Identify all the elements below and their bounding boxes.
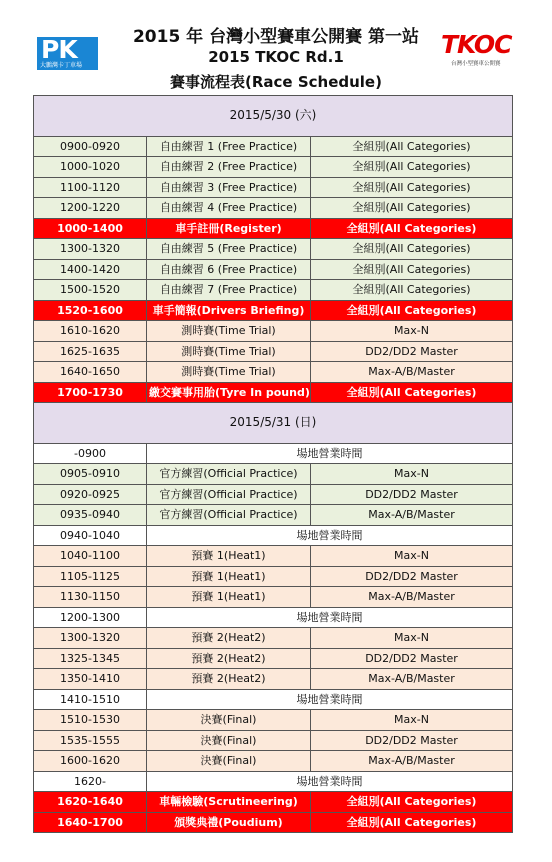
race-schedule-table: [33, 95, 513, 833]
category-cell: DD2/DD2 Master: [311, 730, 513, 751]
time-cell: 1325-1345: [34, 648, 147, 669]
time-cell: 1610-1620: [34, 321, 147, 342]
schedule-row: [34, 157, 513, 178]
time-cell: 1510-1530: [34, 710, 147, 731]
event-cell: 自由練習 4 (Free Practice): [147, 198, 311, 219]
schedule-row: [34, 607, 513, 628]
time-cell: 1620-: [34, 771, 147, 792]
tkoc-logo: [433, 28, 518, 72]
event-cell: 預賽 1(Heat1): [147, 546, 311, 567]
venue-hours-cell: 場地營業時間: [147, 443, 513, 464]
time-cell: 1100-1120: [34, 177, 147, 198]
pk-logo-subtext: 大鵬灣卡丁車場: [40, 62, 83, 69]
time-cell: 1620-1640: [34, 792, 147, 813]
schedule-row: [34, 239, 513, 260]
tkoc-logo-subtext: 台灣小型賽車公開賽: [451, 61, 501, 67]
category-cell: Max-N: [311, 321, 513, 342]
schedule-row: [34, 628, 513, 649]
title-line-2: 2015 TKOC Rd.1: [208, 48, 344, 66]
time-cell: 1600-1620: [34, 751, 147, 772]
event-cell: 車手註冊(Register): [147, 218, 311, 239]
time-cell: 1300-1320: [34, 239, 147, 260]
category-cell: DD2/DD2 Master: [311, 484, 513, 505]
schedule-row: [34, 218, 513, 239]
time-cell: 1200-1300: [34, 607, 147, 628]
event-cell: 車手簡報(Drivers Briefing): [147, 300, 311, 321]
venue-hours-cell: 場地營業時間: [147, 607, 513, 628]
tkoc-logo-text: TKOC: [441, 30, 512, 59]
time-cell: 1350-1410: [34, 669, 147, 690]
event-cell: 預賽 1(Heat1): [147, 566, 311, 587]
category-cell: 全組別(All Categories): [311, 198, 513, 219]
time-cell: 1520-1600: [34, 300, 147, 321]
time-cell: 1640-1650: [34, 362, 147, 383]
schedule-row: [34, 689, 513, 710]
time-cell: 1200-1220: [34, 198, 147, 219]
schedule-row: [34, 587, 513, 608]
time-cell: 1410-1510: [34, 689, 147, 710]
category-cell: Max-N: [311, 628, 513, 649]
day-header-row: [34, 96, 513, 137]
event-cell: 決賽(Final): [147, 751, 311, 772]
category-cell: DD2/DD2 Master: [311, 648, 513, 669]
time-cell: -0900: [34, 443, 147, 464]
schedule-row: [34, 792, 513, 813]
schedule-row: [34, 300, 513, 321]
event-cell: 預賽 2(Heat2): [147, 669, 311, 690]
category-cell: Max-A/B/Master: [311, 362, 513, 383]
category-cell: 全組別(All Categories): [311, 157, 513, 178]
schedule-row: [34, 198, 513, 219]
schedule-row: [34, 566, 513, 587]
day-label: 2015/5/31 (日): [34, 403, 513, 444]
schedule-row: [34, 751, 513, 772]
time-cell: 1000-1020: [34, 157, 147, 178]
event-cell: 自由練習 5 (Free Practice): [147, 239, 311, 260]
schedule-row: [34, 362, 513, 383]
schedule-row: [34, 443, 513, 464]
title-line-3: 賽事流程表(Race Schedule): [170, 73, 382, 91]
schedule-row: [34, 546, 513, 567]
event-cell: 自由練習 1 (Free Practice): [147, 136, 311, 157]
category-cell: Max-A/B/Master: [311, 505, 513, 526]
schedule-row: [34, 730, 513, 751]
schedule-row: [34, 484, 513, 505]
time-cell: 0935-0940: [34, 505, 147, 526]
event-cell: 決賽(Final): [147, 710, 311, 731]
event-cell: 決賽(Final): [147, 730, 311, 751]
schedule-row: [34, 177, 513, 198]
category-cell: 全組別(All Categories): [311, 300, 513, 321]
pk-logo-text: PK: [41, 35, 77, 64]
event-cell: 測時賽(Time Trial): [147, 341, 311, 362]
category-cell: 全組別(All Categories): [311, 812, 513, 833]
category-cell: 全組別(All Categories): [311, 280, 513, 301]
time-cell: 0940-1040: [34, 525, 147, 546]
category-cell: 全組別(All Categories): [311, 792, 513, 813]
schedule-row: [34, 771, 513, 792]
schedule-row: [34, 525, 513, 546]
schedule-row: [34, 136, 513, 157]
category-cell: Max-A/B/Master: [311, 669, 513, 690]
time-cell: 1500-1520: [34, 280, 147, 301]
venue-hours-cell: 場地營業時間: [147, 689, 513, 710]
venue-hours-cell: 場地營業時間: [147, 771, 513, 792]
event-cell: 官方練習(Official Practice): [147, 484, 311, 505]
event-cell: 預賽 1(Heat1): [147, 587, 311, 608]
category-cell: 全組別(All Categories): [311, 382, 513, 403]
day-header-row: [34, 403, 513, 444]
time-cell: 1625-1635: [34, 341, 147, 362]
event-cell: 測時賽(Time Trial): [147, 321, 311, 342]
schedule-body: [34, 96, 513, 833]
event-cell: 預賽 2(Heat2): [147, 628, 311, 649]
time-cell: 1105-1125: [34, 566, 147, 587]
time-cell: 1130-1150: [34, 587, 147, 608]
time-cell: 1400-1420: [34, 259, 147, 280]
event-cell: 自由練習 6 (Free Practice): [147, 259, 311, 280]
schedule-row: [34, 259, 513, 280]
event-cell: 頒獎典禮(Poudium): [147, 812, 311, 833]
event-cell: 官方練習(Official Practice): [147, 464, 311, 485]
time-cell: 0900-0920: [34, 136, 147, 157]
event-cell: 繳交賽事用胎(Tyre In pound): [147, 382, 311, 403]
event-cell: 自由練習 2 (Free Practice): [147, 157, 311, 178]
category-cell: Max-A/B/Master: [311, 751, 513, 772]
schedule-row: [34, 341, 513, 362]
document-header: [0, 0, 552, 96]
category-cell: Max-N: [311, 546, 513, 567]
category-cell: 全組別(All Categories): [311, 177, 513, 198]
category-cell: 全組別(All Categories): [311, 218, 513, 239]
event-cell: 官方練習(Official Practice): [147, 505, 311, 526]
event-cell: 自由練習 7 (Free Practice): [147, 280, 311, 301]
category-cell: 全組別(All Categories): [311, 259, 513, 280]
schedule-row: [34, 464, 513, 485]
time-cell: 1535-1555: [34, 730, 147, 751]
schedule-row: [34, 280, 513, 301]
category-cell: Max-N: [311, 710, 513, 731]
schedule-row: [34, 648, 513, 669]
time-cell: 1000-1400: [34, 218, 147, 239]
time-cell: 0920-0925: [34, 484, 147, 505]
day-label: 2015/5/30 (六): [34, 96, 513, 137]
time-cell: 1640-1700: [34, 812, 147, 833]
event-cell: 測時賽(Time Trial): [147, 362, 311, 383]
schedule-row: [34, 382, 513, 403]
category-cell: Max-A/B/Master: [311, 587, 513, 608]
schedule-row: [34, 505, 513, 526]
category-cell: DD2/DD2 Master: [311, 341, 513, 362]
category-cell: 全組別(All Categories): [311, 239, 513, 260]
category-cell: 全組別(All Categories): [311, 136, 513, 157]
event-cell: 自由練習 3 (Free Practice): [147, 177, 311, 198]
time-cell: 1300-1320: [34, 628, 147, 649]
schedule-row: [34, 812, 513, 833]
category-cell: Max-N: [311, 464, 513, 485]
schedule-row: [34, 321, 513, 342]
title-line-1: 2015 年 台灣小型賽車公開賽 第一站: [132, 27, 420, 47]
category-cell: DD2/DD2 Master: [311, 566, 513, 587]
time-cell: 0905-0910: [34, 464, 147, 485]
schedule-row: [34, 669, 513, 690]
event-cell: 車輛檢驗(Scrutineering): [147, 792, 311, 813]
event-cell: 預賽 2(Heat2): [147, 648, 311, 669]
venue-hours-cell: 場地營業時間: [147, 525, 513, 546]
schedule-row: [34, 710, 513, 731]
time-cell: 1040-1100: [34, 546, 147, 567]
time-cell: 1700-1730: [34, 382, 147, 403]
